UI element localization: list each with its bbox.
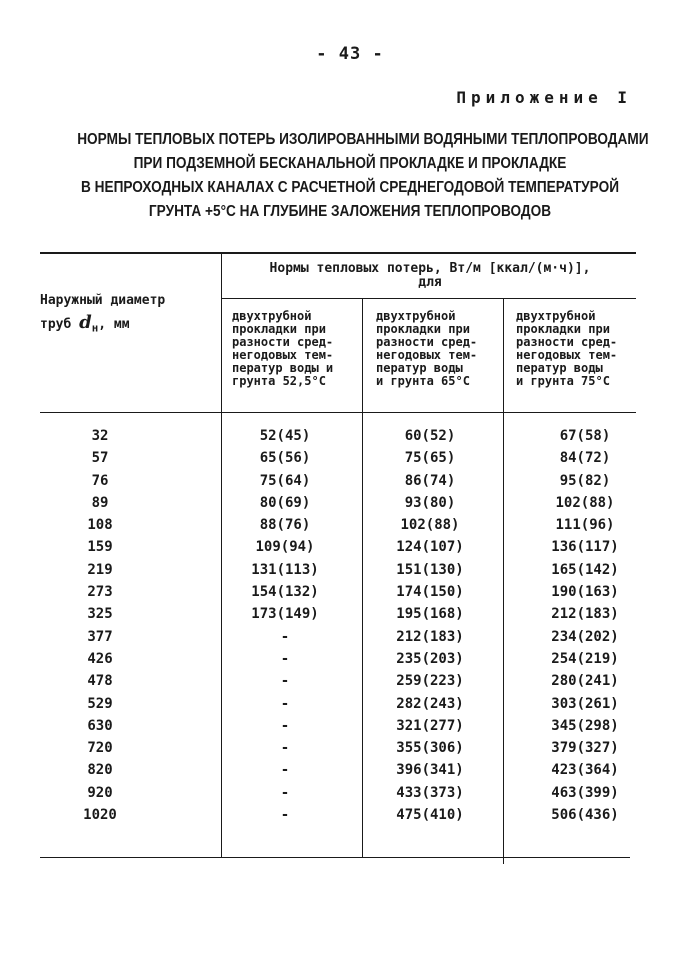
subheader-75: двухтрубной прокладки при разности сред- негодовых тем- ператур воды и грунта 75°С bbox=[516, 309, 618, 388]
table-cell: - bbox=[280, 695, 290, 712]
diameter-unit: , мм bbox=[98, 317, 130, 332]
table-cell: 423(364) bbox=[551, 762, 619, 779]
table-cell: 475(410) bbox=[396, 807, 464, 824]
table-cell: 32 bbox=[91, 428, 109, 444]
table-row bbox=[40, 740, 640, 762]
diameter-header-line1: Наружный диаметр bbox=[40, 293, 166, 308]
table-top-rule bbox=[40, 252, 636, 254]
diameter-header-prefix: труб bbox=[40, 317, 72, 332]
table-cell: 67(58) bbox=[559, 428, 611, 444]
table-cell: - bbox=[280, 673, 290, 690]
title-line: НОРМЫ ТЕПЛОВЫХ ПОТЕРЬ ИЗОЛИРОВАННЫМИ ВОДЯНЫМИ ТЕПЛОПРОВОДАМИ bbox=[77, 131, 649, 148]
table-cell: 219 bbox=[87, 561, 113, 578]
table-row bbox=[40, 539, 640, 561]
table-cell: - bbox=[280, 628, 290, 645]
table-cell: 529 bbox=[87, 695, 113, 712]
document-title bbox=[77, 128, 649, 224]
table-row bbox=[40, 428, 640, 450]
norms-header-line1: Нормы тепловых потерь, Вт/м [ккал/(м·ч)], bbox=[269, 261, 591, 276]
table-cell: 478 bbox=[87, 673, 113, 690]
table-cell: 273 bbox=[87, 584, 113, 601]
table-row bbox=[40, 807, 640, 829]
page-number: - 43 - bbox=[316, 44, 384, 64]
table-cell: 174(150) bbox=[396, 584, 464, 601]
table-cell: 76 bbox=[91, 472, 109, 489]
table-cell: 151(130) bbox=[396, 561, 464, 578]
table-cell: 154(132) bbox=[251, 584, 319, 601]
table-row bbox=[40, 718, 640, 740]
table-cell: 377 bbox=[87, 628, 113, 645]
subheader-rule bbox=[222, 298, 636, 299]
table-row bbox=[40, 673, 640, 695]
table-cell: 280(241) bbox=[551, 673, 619, 690]
diameter-header-line2 bbox=[40, 312, 215, 340]
table-cell: - bbox=[280, 762, 290, 779]
subheader-65: двухтрубной прокладки при разности сред- негодовых тем- ператур воды и грунта 65°С bbox=[376, 309, 478, 388]
table-cell: 102(88) bbox=[400, 517, 460, 534]
table-cell: 720 bbox=[87, 740, 113, 757]
table-row bbox=[40, 495, 640, 517]
table-cell: 75(64) bbox=[259, 472, 311, 489]
table-cell: 630 bbox=[87, 717, 113, 734]
table-cell: 463(399) bbox=[551, 784, 619, 801]
table-cell: 88(76) bbox=[259, 517, 311, 534]
table-cell: 95(82) bbox=[559, 472, 611, 489]
table-cell: 259(223) bbox=[396, 673, 464, 690]
table-row bbox=[40, 562, 640, 584]
table-cell: 1020 bbox=[83, 807, 117, 824]
table-body bbox=[40, 428, 640, 829]
table-cell: 254(219) bbox=[551, 650, 619, 667]
table-cell: 396(341) bbox=[396, 762, 464, 779]
norms-header-line2: для bbox=[418, 275, 442, 290]
table-cell: - bbox=[280, 650, 290, 667]
table-bottom-rule bbox=[40, 857, 630, 858]
table-cell: 433(373) bbox=[396, 784, 464, 801]
table-cell: 52(45) bbox=[259, 428, 311, 444]
table-cell: 60(52) bbox=[404, 428, 456, 444]
table-cell: 190(163) bbox=[551, 584, 619, 601]
table-cell: 89 bbox=[91, 494, 109, 511]
table-cell: 108 bbox=[87, 517, 113, 534]
table-row bbox=[40, 606, 640, 628]
table-row bbox=[40, 450, 640, 472]
header-bottom-rule bbox=[40, 412, 636, 413]
table-cell: 426 bbox=[87, 650, 113, 667]
table-cell: 65(56) bbox=[259, 450, 311, 467]
table-cell: 111(96) bbox=[555, 517, 615, 534]
table-cell: 506(436) bbox=[551, 807, 619, 824]
table-cell: 131(113) bbox=[251, 561, 319, 578]
table-cell: 84(72) bbox=[559, 450, 611, 467]
table-row bbox=[40, 517, 640, 539]
table-cell: 75(65) bbox=[404, 450, 456, 467]
table-cell: - bbox=[280, 807, 290, 824]
table-row bbox=[40, 584, 640, 606]
table-cell: 234(202) bbox=[551, 628, 619, 645]
table-cell: 195(168) bbox=[396, 606, 464, 623]
diameter-header bbox=[40, 290, 215, 340]
table-cell: 109(94) bbox=[255, 539, 315, 556]
table-cell: - bbox=[280, 784, 290, 801]
table-row bbox=[40, 762, 640, 784]
title-line: В НЕПРОХОДНЫХ КАНАЛАХ С РАСЧЕТНОЙ СРЕДНЕГОДОВОЙ ТЕМПЕРАТУРОЙ bbox=[80, 179, 620, 196]
table-cell: - bbox=[280, 740, 290, 757]
table-row bbox=[40, 473, 640, 495]
table-cell: 282(243) bbox=[396, 695, 464, 712]
table-cell: 86(74) bbox=[404, 472, 456, 489]
table-cell: 102(88) bbox=[555, 494, 615, 511]
table-row bbox=[40, 785, 640, 807]
table-cell: 165(142) bbox=[551, 561, 619, 578]
table-cell: 345(298) bbox=[551, 717, 619, 734]
table-row bbox=[40, 629, 640, 651]
table-cell: 303(261) bbox=[551, 695, 619, 712]
table-cell: 124(107) bbox=[396, 539, 464, 556]
diameter-symbol: d bbox=[79, 312, 92, 333]
table-cell: 212(183) bbox=[551, 606, 619, 623]
table-cell: 321(277) bbox=[396, 717, 464, 734]
table-cell: 355(306) bbox=[396, 740, 464, 757]
table-cell: 93(80) bbox=[404, 494, 456, 511]
table-cell: - bbox=[280, 717, 290, 734]
table-cell: 80(69) bbox=[259, 494, 311, 511]
subheader-52-5: двухтрубной прокладки при разности сред- негодовых тем- ператур воды и грунта 52,5°С bbox=[232, 309, 334, 388]
appendix-label: Приложение I bbox=[456, 88, 632, 107]
title-line: ГРУНТА +5°С НА ГЛУБИНЕ ЗАЛОЖЕНИЯ ТЕПЛОПРОВОДОВ bbox=[148, 203, 552, 220]
title-line: ПРИ ПОДЗЕМНОЙ БЕСКАНАЛЬНОЙ ПРОКЛАДКЕ И ПРОКЛАДКЕ bbox=[133, 155, 567, 172]
table-cell: 159 bbox=[87, 539, 113, 556]
table-row bbox=[40, 651, 640, 673]
norms-header bbox=[225, 262, 635, 290]
table-cell: 820 bbox=[87, 762, 113, 779]
diameter-subscript: н bbox=[91, 321, 99, 335]
table-cell: 379(327) bbox=[551, 740, 619, 757]
table-cell: 57 bbox=[91, 450, 109, 467]
table-cell: 235(203) bbox=[396, 650, 464, 667]
table-cell: 325 bbox=[87, 606, 113, 623]
table-row bbox=[40, 696, 640, 718]
table-cell: 173(149) bbox=[251, 606, 319, 623]
table-cell: 136(117) bbox=[551, 539, 619, 556]
table-cell: 920 bbox=[87, 784, 113, 801]
table-cell: 212(183) bbox=[396, 628, 464, 645]
